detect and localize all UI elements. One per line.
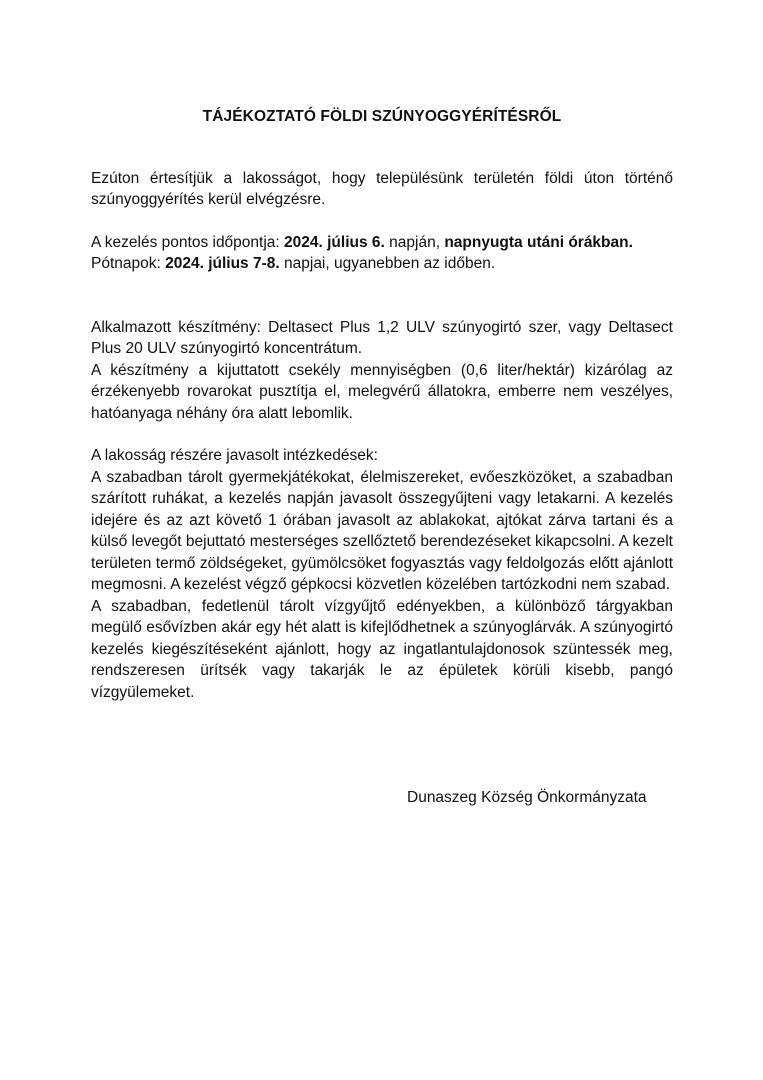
backup-dates: 2024. július 7-8.: [165, 255, 280, 272]
schedule-line-backup: [91, 253, 673, 275]
treatment-time: napnyugta utáni órákban.: [444, 233, 633, 251]
backup-label: Pótnapok:: [91, 255, 166, 272]
schedule-connector: napján,: [384, 233, 445, 251]
signature: Dunaszeg Község Önkormányzata: [407, 789, 647, 806]
spacer: [91, 211, 673, 232]
schedule-label: A kezelés pontos időpontja:: [91, 233, 285, 251]
document-title: TÁJÉKOZTATÓ FÖLDI SZÚNYOGGYÉRÍTÉSRŐL: [202, 108, 562, 125]
spacer: [91, 424, 673, 445]
larvae-paragraph: A szabadban, fedetlenül tárolt vízgyűjtő edényekben, a különböző tárgyakban megülő esővízben akár egy hét alatt is kifejlődhetnek a szúnyoglárvák. A szúnyogirtó kezelés kiegészítéseként ajánlott, hogy az ingatlantulajdonosok szüntessék meg, rendszeresen ürítsék vagy takarják le az épületek körüli kisebb, pangó vízgyülemeket.: [91, 597, 673, 701]
product-paragraph: Alkalmazott készítmény: Deltasect Plus 1,2 ULV szúnyogirtó szer, vagy Deltasect Plus 20 ULV szúnyogirtó koncentrátum.: [91, 318, 673, 357]
measures-heading: A lakosság részére javasolt intézkedések:: [91, 447, 378, 464]
intro-paragraph: Ezúton értesítjük a lakosságot, hogy településünk területén földi úton történő szúnyoggyérítés kerül elvégzésre.: [91, 169, 673, 208]
spacer: [91, 275, 673, 317]
document-body: [91, 106, 673, 703]
safety-paragraph: A készítmény a kijuttatott csekély mennyiségben (0,6 liter/hektár) kizárólag az érzékenyebb rovarokat pusztítja el, melegvérű állatokra, emberre nem veszélyes, hatóanyaga néhány óra alatt lebomlik.: [91, 361, 673, 422]
measures-paragraph: A szabadban tárolt gyermekjátékokat, élelmiszereket, evőeszközöket, a szabadban szárított ruhákat, a kezelés napján javasolt összegyűjteni vagy letakarni. A kezelés idejére és az azt követő 1 órában javasolt az ablakokat, ajtókat zárva tartani és a külső levegőt bejuttató mesterséges szellőztető berendezéseket kikapcsolni. A kezelt területen termő zöldségeket, gyümölcsöket fogyasztás vagy feldolgozás előtt ajánlott megmosni. A kezelést végző gépkocsi közvetlen közelében tartózkodni nem szabad.: [91, 468, 673, 593]
schedule-line-main: [91, 232, 673, 254]
backup-suffix: napjai, ugyanebben az időben.: [279, 255, 496, 272]
treatment-date: 2024. július 6.: [284, 233, 385, 251]
